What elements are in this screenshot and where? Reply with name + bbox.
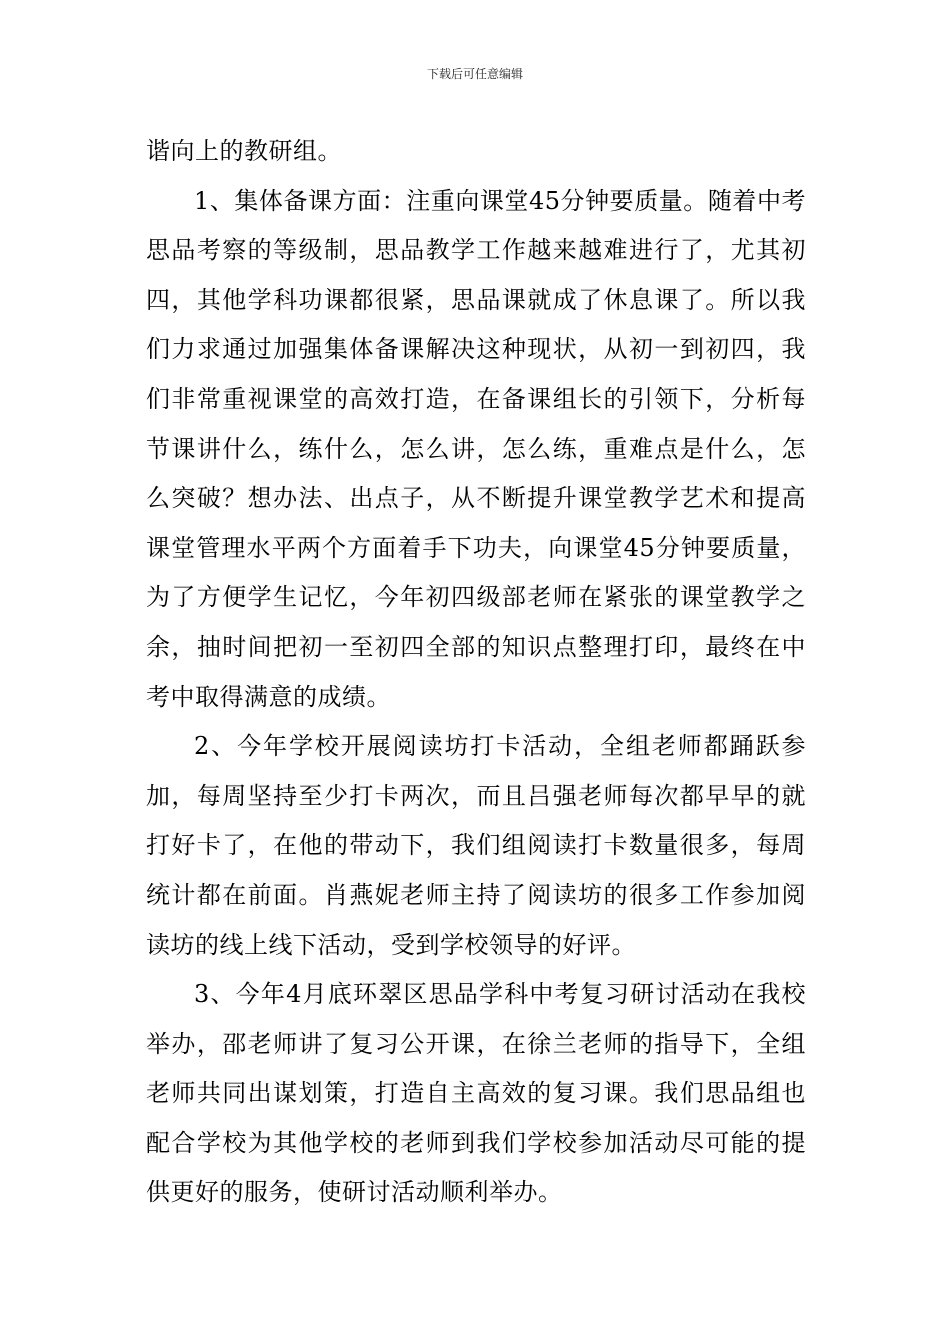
paragraph-continuation: 谐向上的教研组。 xyxy=(146,137,342,165)
paragraph-review-seminar: 3、今年4月底环翠区思品学科中考复习研讨活动在我校举办，邵老师讲了复习公开课，在徐兰老师的指导下，全组老师共同出谋划策，打造自主高效的复习课。我们思品组也配合学校为其他学校的老师到我们学校参加活动尽可能的提供更好的服务，使研讨活动顺利举办。 xyxy=(146,980,806,1207)
paragraph-reading-checkin: 2、今年学校开展阅读坊打卡活动，全组老师都踊跃参加，每周坚持至少打卡两次，而且吕强老师每次都早早的就打好卡了，在他的带动下，我们组阅读打卡数量很多，每周统计都在前面。肖燕妮老师主持了阅读坊的很多工作参加阅读坊的线上线下活动，受到学校领导的好评。 xyxy=(146,732,806,959)
document-body xyxy=(146,127,806,1218)
paragraph-collective-lesson-prep: 1、集体备课方面：注重向课堂45分钟要质量。随着中考思品考察的等级制，思品教学工作越来越难进行了，尤其初四，其他学科功课都很紧，思品课就成了休息课了。所以我们力求通过加强集体备课解决这种现状，从初一到初四，我们非常重视课堂的高效打造，在备课组长的引领下，分析每节课讲什么，练什么，怎么讲，怎么练，重难点是什么，怎么突破？想办法、出点子，从不断提升课堂教学艺术和提高课堂管理水平两个方面着手下功夫，向课堂45分钟要质量，为了方便学生记忆，今年初四级部老师在紧张的课堂教学之余，抽时间把初一至初四全部的知识点整理打印，最终在中考中取得满意的成绩。 xyxy=(146,186,806,711)
page-header-note: 下载后可任意编辑 xyxy=(426,67,523,81)
